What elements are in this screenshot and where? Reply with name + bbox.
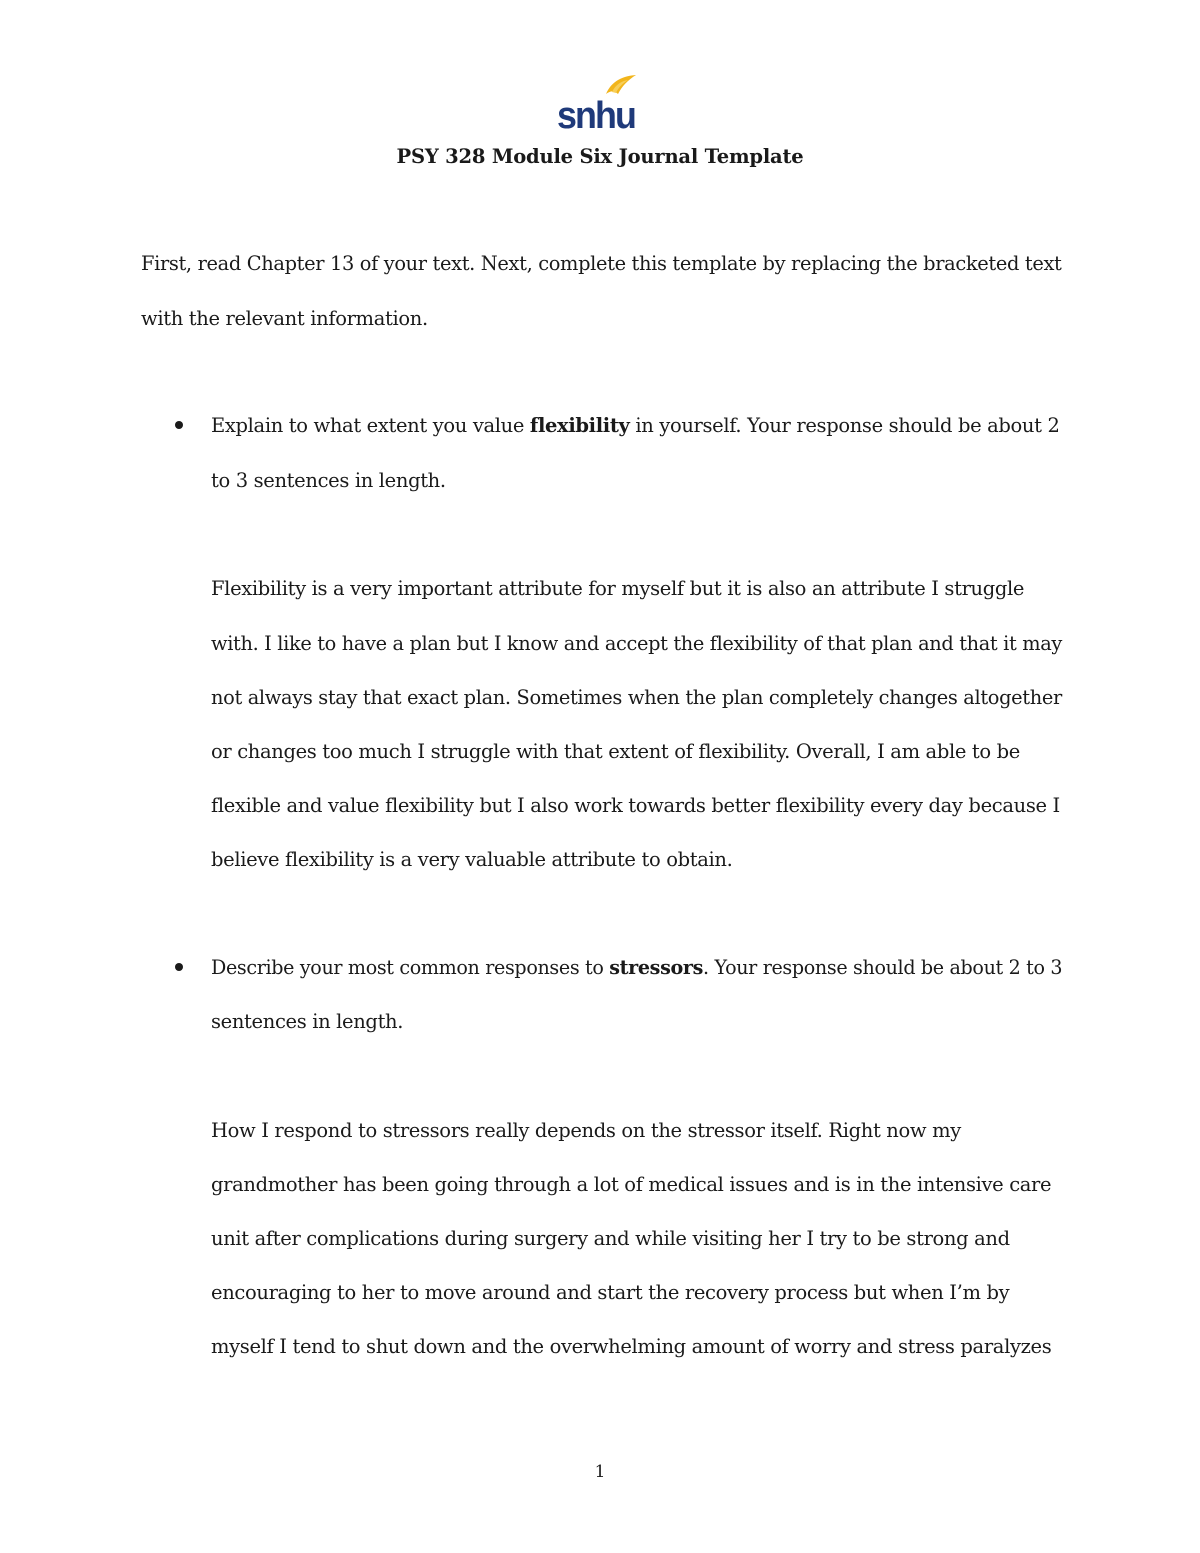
prompt-text: Describe your most common responses to (211, 956, 610, 979)
snhu-wordmark: snhu (557, 95, 635, 132)
document-title: PSY 328 Module Six Journal Template (396, 145, 804, 168)
intro-line-1: First, read Chapter 13 of your text. Next, complete this template by replacing the bracketed text (141, 252, 1062, 275)
answer-line: grandmother has been going through a lot of medical issues and is in the intensive care (211, 1173, 1052, 1196)
page-number: 1 (594, 1462, 606, 1482)
prompt-text: Explain to what extent you value (211, 414, 530, 437)
prompt-text: . Your response should be about 2 to 3 (703, 956, 1063, 979)
answer-line: flexible and value flexibility but I also work towards better flexibility every day because I (211, 794, 1060, 817)
answer-line: myself I tend to shut down and the overwhelming amount of worry and stress paralyzes (211, 1335, 1052, 1358)
bullet-icon (175, 421, 183, 429)
answer-line: believe flexibility is a very valuable attribute to obtain. (211, 848, 733, 871)
prompt-stressors (211, 954, 1062, 982)
answer-line: not always stay that exact plan. Sometimes when the plan completely changes altogether (211, 686, 1062, 709)
answer-line: encouraging to her to move around and start the recovery process but when I’m by (211, 1281, 1010, 1304)
bullet-icon (175, 963, 183, 971)
prompt-keyword: flexibility (529, 414, 630, 437)
answer-line: unit after complications during surgery and while visiting her I try to be strong and (211, 1227, 1010, 1250)
intro-line-2: with the relevant information. (141, 307, 428, 330)
answer-line: with. I like to have a plan but I know and accept the flexibility of that plan and that it may (211, 632, 1062, 655)
answer-line: or changes too much I struggle with that extent of flexibility. Overall, I am able to be (211, 740, 1020, 763)
snhu-logo (556, 72, 640, 132)
prompt-text: in yourself. Your response should be about 2 (629, 414, 1060, 437)
prompt-keyword: stressors (609, 956, 704, 979)
prompt-flexibility (211, 412, 1060, 440)
answer-line: How I respond to stressors really depends on the stressor itself. Right now my (211, 1119, 961, 1142)
prompt-stressors-line-2: sentences in length. (211, 1010, 404, 1033)
answer-line: Flexibility is a very important attribute for myself but it is also an attribute I struggle (211, 577, 1025, 600)
prompt-flexibility-line-2: to 3 sentences in length. (211, 469, 446, 492)
